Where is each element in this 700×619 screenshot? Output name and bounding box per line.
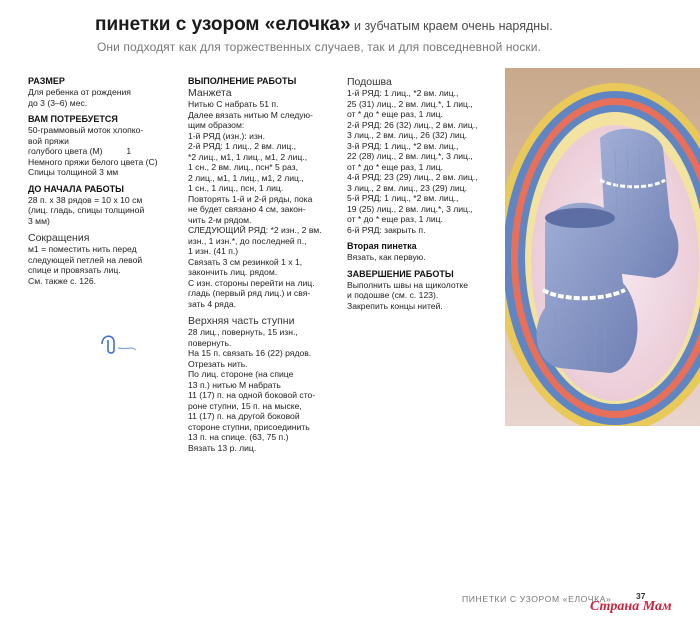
second-heading: Вторая пинетка: [347, 241, 417, 251]
page-title: [95, 14, 553, 36]
watermark: Страна Мам: [590, 599, 672, 614]
title-tail: и зубчатым краем очень нарядны.: [350, 19, 553, 33]
work-heading: ВЫПОЛНЕНИЕ РАБОТЫ: [188, 76, 297, 86]
title-main: пинетки с узором «елочка»: [95, 14, 351, 35]
finish-text: Выполнить швы на щиколотке и подошве (см. с. 123). Закрепить концы нитей.: [347, 279, 469, 311]
sole-text: 1-й РЯД: 1 лиц., *2 вм. лиц., 25 (31) лиц., 2 вм. лиц.*, 1 лиц., от * до * еще раз, 1 лиц. 2-й РЯД: 26 (32) лиц., 2 вм. лиц., 3 лиц., 2 вм. лиц., 26 (32) лиц. 3-й РЯД: 1 лиц., *2 вм. лиц., 22 (28) лиц., 2 вм. лиц.*, 3 лиц., от * до * еще раз, 1 лиц. 4-й РЯД: 23 (29) лиц., 2 вм. лиц., 3 лиц., 2 вм. лиц., 23 (29) лиц. 5-й РЯД: 1 лиц., *2 вм. лиц., 19 (25) лиц., 2 вм. лиц.*, 3 лиц., от * до * еще раз, 1 лиц. 6-й РЯД: закрыть п.: [347, 88, 478, 235]
finish-heading: ЗАВЕРШЕНИЕ РАБОТЫ: [347, 268, 454, 279]
running-title: ПИНЕТКИ С УЗОРОМ «ЕЛОЧКА»: [462, 594, 612, 604]
upper-heading: Верхняя часть ступни: [188, 315, 295, 327]
size-text: Для ребенка от рождения до 3 (3–6) мес.: [28, 87, 131, 108]
paperclip-icon: [98, 330, 140, 356]
second-text: Вязать, как первую.: [347, 252, 426, 262]
column-sole: [347, 76, 502, 311]
sole-heading: Подошва: [347, 76, 392, 88]
cuff-heading: Манжета: [188, 87, 232, 99]
column-work: [188, 76, 348, 453]
booties-photo: [505, 68, 700, 426]
abbr-text: м1 = поместить нить перед следующей петлей на левой спице и провязать лиц. См. также с. 126.: [28, 244, 143, 286]
cuff-text: Нитью С набрать 51 п. Далее вязать нитью М следую- щим образом: 1-й РЯД (изн.): изн. 2-й РЯД: 1 лиц., 2 вм. лиц., *2 лиц., м1, 1 лиц., м1, 2 лиц., 1 сн., 2 вм. лиц., псн* 5 раз, 2 лиц., м1, 1 лиц., м1, 2 лиц., 1 сн., 1 лиц., псн, 1 лиц. Повторять 1-й и 2-й ряды, пока не будет связано 4 см, закон- чить 2-м рядом. СЛЕДУЮЩИЙ РЯД: *2 изн., 2 вм. изн., 1 изн.*, до последней п., 1 изн. (41 п.) Связать 3 см резинкой 1 х 1, закончить лиц. рядом. С изн. стороны перейти на лиц. гладь (первый ряд лиц.) и свя- зать 4 ряда.: [188, 99, 322, 309]
page-number: 37: [636, 591, 646, 601]
need-text: 50-граммовый моток хлопко- вой пряжи голубого цвета (М) 1 Немного пряжи белого цвета (С) Спицы толщиной 3 мм: [28, 125, 158, 177]
need-heading: ВАМ ПОТРЕБУЕТСЯ: [28, 114, 118, 124]
page-subtitle: Они подходят как для торжественных случаев, так и для повседневной носки.: [97, 40, 542, 54]
column-materials: [28, 76, 183, 286]
before-heading: ДО НАЧАЛА РАБОТЫ: [28, 183, 124, 194]
before-text: 28 п. х 38 рядов = 10 х 10 см (лиц. гладь, спицы толщиной 3 мм): [28, 194, 145, 226]
upper-text: 28 лиц., повернуть, 15 изн., повернуть. На 15 п. связать 16 (22) рядов. Отрезать нить. По лиц. стороне (на спице 13 п.) нитью М набрать 11 (17) п. на одной боковой сто- роне ступни, 15 п. на мыске, 11 (17) п. на другой боковой стороне ступни, присоединить 13 п. на спице. (63, 75 п.) Вязать 13 р. лиц.: [188, 327, 316, 453]
abbr-heading: Сокращения: [28, 232, 90, 244]
size-heading: РАЗМЕР: [28, 76, 65, 86]
knitted-booties-icon: [505, 68, 700, 426]
